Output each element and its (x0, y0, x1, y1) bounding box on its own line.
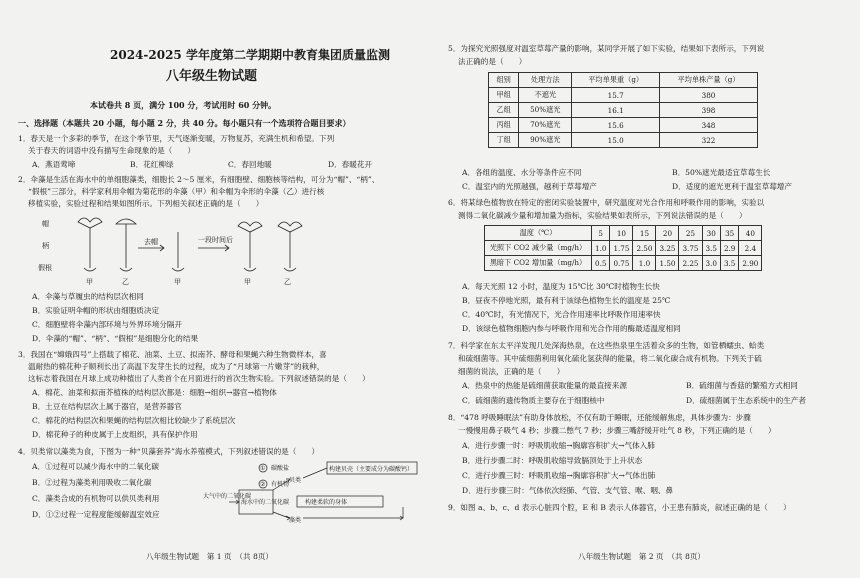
q7-stem: 7．科学家在东太平洋发现几处深海热泉，在这些热泉里生活着众多的生物，如管栖蠕虫、蛤类 (448, 341, 765, 350)
q8-option-a: A．进行步骤一时：呼吸肌收缩→胸廓容积扩大→气体入肺 (462, 441, 655, 450)
q4-option-b: B．②过程为藻类利用吸收二氧化碳 (32, 478, 152, 487)
cut-label: 去帽 (144, 238, 158, 246)
table-cell: 黑暗下 CO2 增加量（mg/h） (485, 256, 592, 271)
table-row (485, 241, 762, 256)
q5-option-b: B．50%遮光最适宜草莓生长 (672, 168, 771, 177)
page-2 (448, 0, 853, 578)
q3-option-c: C．棉花的结构层次和果蝇的结构层次相比较缺少了系统层次 (32, 416, 236, 425)
table-cell: 2.9 (720, 241, 738, 256)
q3-stem: 3．我国在“嫦娥四号”上搭载了棉花、油菜、土豆、拟南芥、酵母和果蝇六种生物微样本，喜 (18, 350, 327, 359)
table-cell: 90%遮光 (519, 133, 572, 148)
carbonate-label: 碳酸盐 (271, 465, 290, 472)
q2-option-b: B．实验证明伞帽的形状由细胞质决定 (32, 306, 160, 315)
q6-stem: 6．将某绿色植物放在特定的密闭实验装置中，研究温度对光合作用和呼吸作用的影响，实验以 (448, 198, 765, 207)
q8-stem: 8．“478 呼吸睡眠法”有助身体放松，不仅有助于睡眠，还能缓解焦虑，具体步骤为：步骤 (448, 413, 751, 422)
table-header: 平均单果重（g） (572, 73, 660, 88)
q4-option-a: A．①过程可以减少海水中的二氧化碳 (32, 462, 159, 471)
q4-stem: 4．贝类常以藻类为食，下图为一种“贝藻套养”海水养殖模式，下列叙述错误的是（ ） (18, 447, 320, 456)
table-header: 35 (720, 226, 738, 241)
q6-option-b: B．昼夜不停地光照，最有利于该绿色植物生长的温度是 25℃ (462, 296, 671, 305)
q3-stem: 温耐热的棉花种子顺利长出了高温下发芽生长的过程，成为了“月球第一片嫩芽”的栽种， (28, 362, 325, 371)
yi-label: 乙 (122, 278, 129, 286)
q1-option-b: B．花红柳绿 (130, 160, 174, 169)
table-header-row (489, 73, 758, 88)
q6-option-a: A．每天光照 12 小时，温度为 15℃比 30℃时植物生长快 (462, 282, 660, 291)
q7-option-d: D．硫细菌属于生态系统中的生产者 (686, 396, 806, 405)
q7-stem: 和硫细菌等。其中硫细菌利用氧化硫化氢获得的能量，将二氧化碳合成有机物。下列关于硫 (458, 354, 762, 363)
q9-stem: 9．如图 a、b、c、d 表示心脏四个腔，E 和 B 表示人体器官，小王患有肺炎，叙述正确的是（ ） (448, 503, 791, 512)
table-cell: 2.50 (633, 241, 656, 256)
q3-option-d: D．棉花种子的种皮属于上皮组织，具有保护作用 (32, 430, 198, 439)
table-row (489, 133, 758, 148)
yi-label: 乙 (284, 278, 291, 286)
jia-label: 甲 (174, 278, 181, 286)
table-cell: 甲组 (489, 88, 519, 103)
q4-option-c: C．藻类合成的有机物可以供贝类利用 (32, 494, 160, 503)
table-cell: 16.1 (572, 103, 660, 118)
table-header: 10 (610, 226, 633, 241)
q5-option-d: D．适度的遮光更利于温室草莓增产 (672, 182, 792, 191)
q1-stem: 1．春天是一个多彩的季节，在这个季节里，天气逐渐变暖，万物复苏，充满生机和希望。下列 (18, 134, 335, 143)
table-cell: 2.90 (739, 256, 762, 271)
q4-option-d: D．①②过程一定程度能缓解温室效应 (32, 510, 160, 519)
exam-title: 2024-2025 学年度第二学期期中教育集团质量监测 (110, 48, 390, 62)
q1-stem: 关于春天的词语中没有描写生命现象的是（ ） (28, 146, 196, 155)
q5-stem: 5．为探究光照强度对温室草莓产量的影响，某同学开展了如下实验，结果如下表所示，下列说 (448, 44, 765, 53)
table-header: 25 (679, 226, 702, 241)
table-header-row (485, 226, 762, 241)
page-footer: 八年级生物试题 第 1 页 （共 8页） (146, 552, 274, 561)
sea-co2: 海水中的二氧化碳 (241, 499, 290, 506)
table-cell: 3.75 (679, 241, 702, 256)
table-cell: 70%遮光 (519, 118, 572, 133)
step-1-marker: ① (260, 465, 266, 472)
q7-option-c: C．硫细菌的遗传物质主要存在于细胞核中 (462, 396, 605, 405)
organic-matter-label: 有机物 (271, 481, 290, 488)
q5-option-c: C．温室内的光照越强，越利于草莓增产 (462, 182, 597, 191)
build-shell-box: 构建贝壳（主要成分为碳酸钙） (329, 466, 414, 473)
q5-stem: 法正确的是（ ） (458, 57, 527, 66)
table-cell: 3.5 (702, 241, 720, 256)
q5-table (488, 72, 758, 148)
q1-option-d: D．春暖花开 (328, 160, 373, 169)
q6-stem: 测得二氧化碳减少量和增加量为指标，实验结果如表所示，下列说法错误的是（ ） (458, 211, 747, 220)
page-1 (18, 0, 423, 578)
page-footer: 八年级生物试题 第 2 页 （共 8页） (578, 552, 706, 561)
acetabularia-experiment-figure (38, 212, 368, 290)
q5-option-a: A．各组的温度、水分等条件应不同 (462, 168, 582, 177)
table-cell: 1.50 (656, 256, 679, 271)
algae-node: 藻类 (289, 517, 302, 524)
q7-stem: 细菌的说法，正确的是（ ） (458, 367, 565, 376)
q2-stem: 移植实验，实验过程和结果如图所示。下列相关叙述正确的是（ ） (28, 199, 264, 208)
table-cell: 398 (660, 103, 758, 118)
q7-option-b: B．硫细菌与香菇的繁殖方式相同 (686, 381, 798, 390)
table-row (489, 118, 758, 133)
table-cell: 348 (660, 118, 758, 133)
instructions: 本试卷共 8 页，满分 100 分，考试用时 60 分钟。 (90, 100, 277, 110)
q3-stem: 这标志着我国在月球上成功种植出了人类首个在月面进行的首次生物实验。下列叙述错误的是（ ） (28, 374, 370, 383)
table-cell: 380 (660, 88, 758, 103)
q1-option-c: C．春回地暖 (228, 160, 272, 169)
table-header: 组别 (489, 73, 519, 88)
root-label: 假根 (38, 264, 52, 272)
q6-table (484, 225, 762, 271)
table-header: 处理方法 (519, 73, 572, 88)
air-co2: 大气中的二氧化碳 (203, 493, 252, 500)
cap-label: 帽 (42, 220, 49, 228)
q2-option-c: C．细胞壁将伞藻内部环境与外界环境分隔开 (32, 320, 183, 329)
q2-option-d: D．伞藻的“帽”、“柄”、“假根”是细胞分化的结果 (32, 334, 199, 343)
shellfish-algae-diagram (203, 460, 418, 528)
table-header: 温度（℃） (485, 226, 592, 241)
table-cell: 0.75 (610, 256, 633, 271)
q8-option-b: B．进行步骤二时：呼吸肌收缩导致膈顶处于上升状态 (462, 456, 643, 465)
build-body-box: 构建柔软的身体 (305, 499, 348, 506)
q1-option-a: A．燕语莺啼 (32, 160, 76, 169)
table-row (485, 256, 762, 271)
table-cell: 不遮光 (519, 88, 572, 103)
table-cell: 2.25 (679, 256, 702, 271)
q8-stem: 一慢慢用鼻子吸气 4 秒；步骤二憋气 7 秒；步骤三嘴舒缓开吐气 8 秒，下列正确的是（ ） (458, 426, 776, 435)
step-2-marker: ② (260, 481, 266, 488)
q6-option-c: C．40℃时，有光情况下，光合作用速率比呼吸作用速率快 (462, 310, 661, 319)
table-cell: 丁组 (489, 133, 519, 148)
table-header: 15 (633, 226, 656, 241)
table-cell: 15.7 (572, 88, 660, 103)
table-cell: 乙组 (489, 103, 519, 118)
time-label: 一段时间后 (198, 236, 233, 244)
table-cell: 丙组 (489, 118, 519, 133)
table-header: 平均单株产量（g） (660, 73, 758, 88)
table-cell: 0.5 (592, 256, 610, 271)
q3-option-b: B．土豆在结构层次上属于器官，是营养器官 (32, 402, 182, 411)
q8-option-d: D．进行步骤三时：气体依次经肺、气管、支气管、喉、咽、鼻 (462, 486, 674, 495)
table-row (489, 103, 758, 118)
table-header: 20 (656, 226, 679, 241)
q7-option-a: A．热泉中的热能是硫细菌获取能量的最直接来源 (462, 381, 627, 390)
table-cell: 1.75 (610, 241, 633, 256)
table-cell: 322 (660, 133, 758, 148)
table-cell: 3.0 (702, 256, 720, 271)
q2-option-a: A．伞藻与草履虫的结构层次相同 (32, 292, 144, 301)
table-cell: 3.25 (656, 241, 679, 256)
table-cell: 1.0 (633, 256, 656, 271)
q2-stem: 2．伞藻是生活在海水中的单细胞藻类，细胞长 2～5 厘米，有细胞壁、细胞核等结构，可分为“帽”、“柄”、 (18, 175, 380, 184)
table-cell: 2.4 (739, 241, 762, 256)
table-cell: 3.5 (720, 256, 738, 271)
table-row (489, 88, 758, 103)
table-header: 30 (702, 226, 720, 241)
table-cell: 15.6 (572, 118, 660, 133)
table-header: 40 (739, 226, 762, 241)
jia-label: 甲 (86, 278, 93, 286)
table-cell: 光照下 CO2 减少量（mg/h） (485, 241, 592, 256)
stalk-label: 柄 (42, 242, 49, 250)
section-heading: 一、选择题（本题共 20 小题，每小题 2 分，共 40 分。每小题只有一个选项符合题目要求） (18, 118, 351, 128)
subject-title: 八年级生物试题 (166, 69, 258, 84)
shell-node: 贝类 (289, 477, 302, 484)
table-cell: 1.0 (592, 241, 610, 256)
q3-option-a: A．棉花、油菜和拟南芥植株的结构层次都是：细胞→组织→器官→植物体 (32, 388, 277, 397)
q8-option-c: C．进行步骤三时：呼吸肌收缩→胸廓容积扩大→气体出肺 (462, 471, 656, 480)
table-cell: 15.0 (572, 133, 660, 148)
q6-option-d: D．该绿色植物细胞内参与呼吸作用和光合作用的酶最适温度相同 (462, 324, 681, 333)
jia-label: 甲 (244, 278, 251, 286)
table-header: 5 (592, 226, 610, 241)
q2-stem: “假根”三部分，科学家利用伞帽为菊花形的伞藻（甲）和伞帽为伞形的伞藻（乙）进行核 (28, 187, 325, 196)
table-cell: 50%遮光 (519, 103, 572, 118)
